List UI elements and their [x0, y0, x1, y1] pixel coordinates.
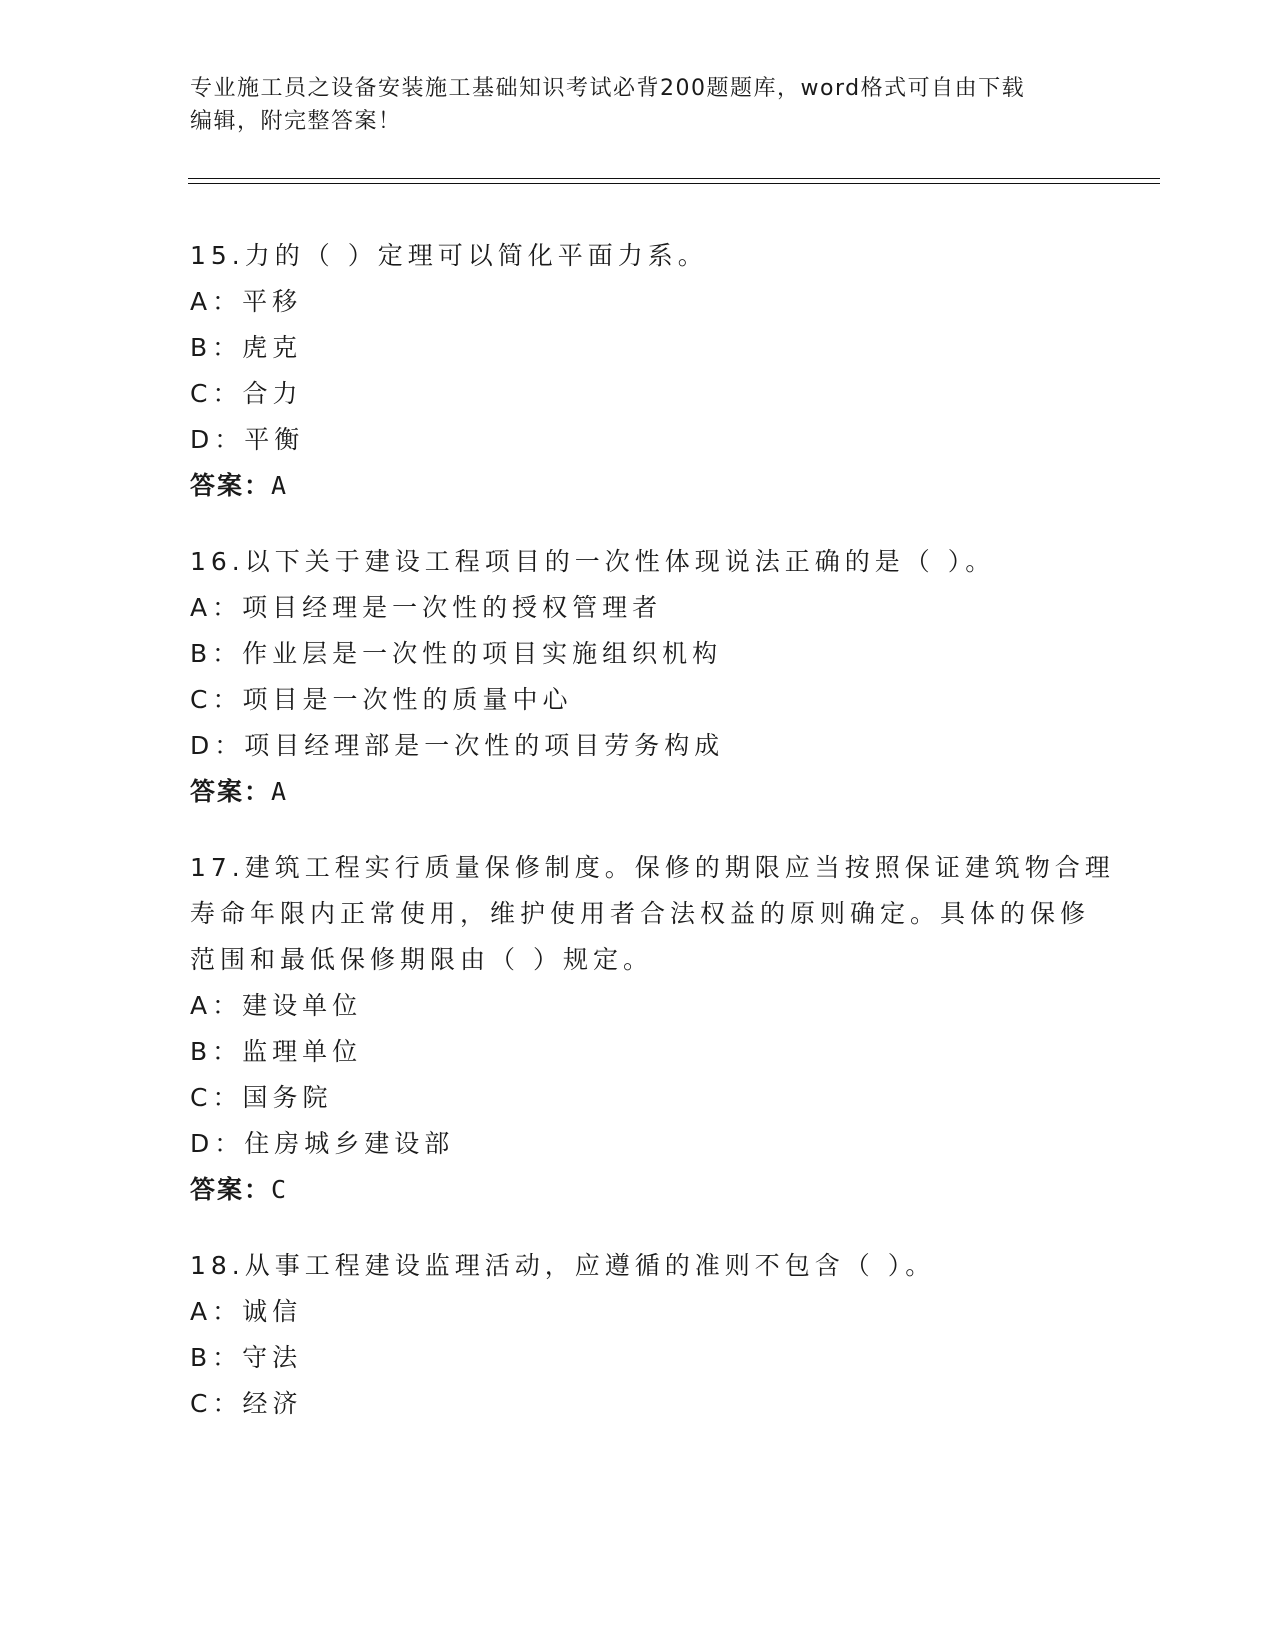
question-stem-line-1: 17.建筑工程实行质量保修制度。保修的期限应当按照保证建筑物合理	[190, 853, 1115, 882]
option-a: A：项目经理是一次性的授权管理者	[190, 593, 663, 622]
option-b: B：监理单位	[190, 1037, 363, 1066]
option-b: B：作业层是一次性的项目实施组织机构	[190, 639, 723, 668]
answer-label: 答案：	[190, 777, 272, 806]
header-line-1: 专业施工员之设备安装施工基础知识考试必背200题题库，word格式可自由下载	[190, 76, 1026, 101]
option-c: C：项目是一次性的质量中心	[190, 685, 573, 714]
option-a: A：诚信	[190, 1297, 303, 1326]
option-b: B：守法	[190, 1343, 303, 1372]
header-divider-top	[188, 178, 1160, 179]
option-a: A：平移	[190, 287, 303, 316]
answer-label: 答案：	[190, 1175, 272, 1204]
header-line-2: 编辑，附完整答案！	[190, 109, 402, 134]
option-a: A：建设单位	[190, 991, 363, 1020]
header-divider-bottom	[188, 183, 1160, 184]
answer	[190, 463, 1090, 509]
option-d: D：平衡	[190, 425, 305, 454]
option-c: C：合力	[190, 379, 303, 408]
answer-value: A	[271, 777, 288, 806]
answer-value: C	[271, 1175, 288, 1204]
answer	[190, 1167, 1090, 1213]
question-15	[190, 233, 1090, 509]
option-d: D：住房城乡建设部	[190, 1129, 455, 1158]
question-17	[190, 845, 1115, 1213]
option-d: D：项目经理部是一次性的项目劳务构成	[190, 731, 725, 760]
question-16	[190, 539, 1090, 815]
question-stem-line-2: 寿命年限内正常使用，维护使用者合法权益的原则确定。具体的保修	[190, 899, 1091, 928]
option-c: C：国务院	[190, 1083, 333, 1112]
answer	[190, 769, 1090, 815]
question-stem: 18.从事工程建设监理活动，应遵循的准则不包含（ ）。	[190, 1251, 936, 1280]
option-b: B：虎克	[190, 333, 303, 362]
answer-label: 答案：	[190, 471, 272, 500]
question-list	[190, 233, 1115, 1457]
question-18	[190, 1243, 1090, 1427]
question-stem: 16.以下关于建设工程项目的一次性体现说法正确的是（ ）。	[190, 547, 996, 576]
answer-value: A	[271, 471, 288, 500]
question-stem-line-3: 范围和最低保修期限由（ ）规定。	[190, 945, 653, 974]
question-stem: 15.力的（ ）定理可以简化平面力系。	[190, 241, 708, 270]
document-header	[190, 72, 1090, 138]
option-c: C：经济	[190, 1389, 303, 1418]
